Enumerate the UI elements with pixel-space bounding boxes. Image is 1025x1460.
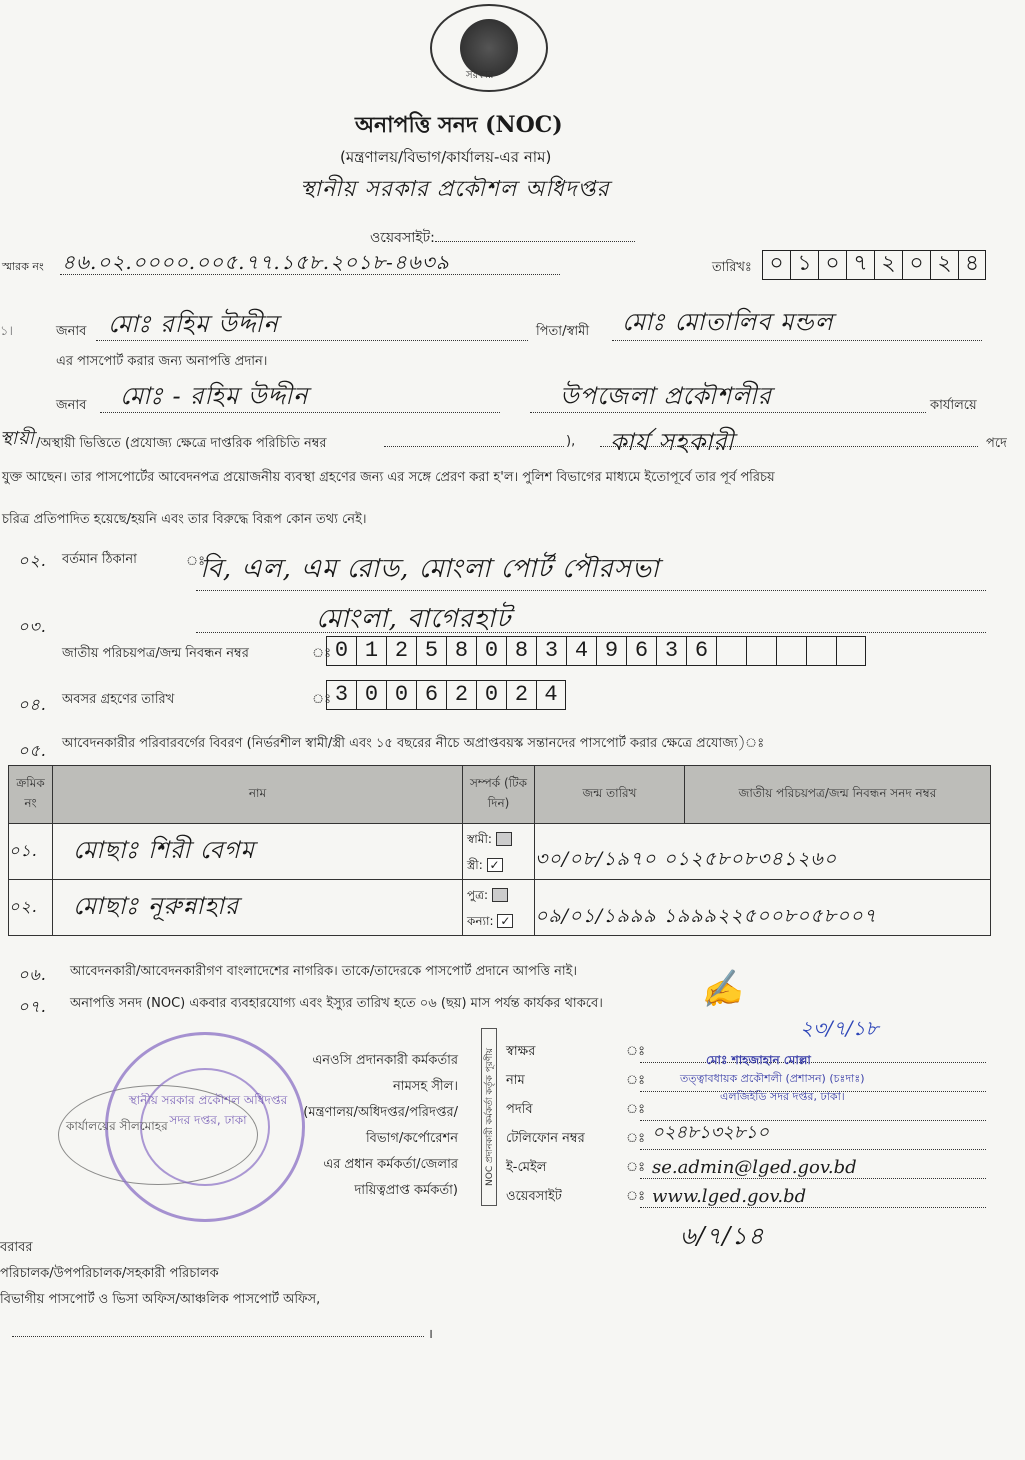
colon: ঃ — [312, 646, 332, 661]
seal-text: স্থানীয় সরকার প্রকৌশল অধিদপ্তর সদর দপ্তর, ঢাকা — [128, 1093, 288, 1127]
noc-officer-strip: NOC প্রদানকারী কর্মকর্তা কর্তৃক পূরণীয় — [481, 1028, 497, 1206]
signatory-field-label: ই-মেইল — [506, 1160, 547, 1175]
document-title: অনাপত্তি সনদ (NOC) — [355, 112, 563, 138]
nid-digit: 0 — [326, 636, 356, 666]
retirement-digit: 2 — [506, 680, 536, 710]
website-label: ওয়েবসাইট: — [370, 226, 635, 250]
office-handwritten: উপজেলা প্রকৌশলীর — [560, 382, 772, 410]
signatory-field-label: পদবি — [506, 1102, 533, 1117]
row-name: মোছাঃ নূরুন্নাহার — [53, 880, 463, 936]
signatory-field-value: ০২৪৮১৩২৮১০ — [640, 1118, 986, 1150]
officer-signature: ✍ — [697, 967, 745, 1013]
nid-digit: 6 — [626, 636, 656, 666]
name-underline — [96, 340, 528, 341]
date-digit: ৪ — [958, 250, 986, 280]
signatory-field-label: ওয়েবসাইট — [506, 1189, 562, 1204]
footer-line-2: বিভাগীয় পাসপোর্ট ও ভিসা অফিস/আঞ্চলিক পাসপোর্ট অফিস, — [0, 1292, 321, 1307]
retirement-digit: 2 — [446, 680, 476, 710]
father-name: মোঃ মোতালিব মন্ডল — [622, 308, 834, 336]
relation-2-checkbox[interactable]: ✓ — [497, 914, 513, 928]
bottom-signature-date: ৬/৭/১৪ — [680, 1222, 765, 1250]
colon: ঃ — [626, 1160, 646, 1175]
signatory-desc-line: বিভাগ/কর্পোরেশন — [365, 1131, 458, 1146]
colon: ঃ — [626, 1073, 646, 1088]
colon: ঃ — [626, 1131, 646, 1146]
nid-digit: 6 — [686, 636, 716, 666]
nid-boxes — [326, 636, 866, 666]
emblem-text: সরকার — [466, 70, 494, 81]
nid-digit: 9 — [596, 636, 626, 666]
row-name: মোছাঃ শিরী বেগম — [53, 824, 463, 880]
col-dob: জন্ম তারিখ — [535, 766, 685, 824]
address-number-2: ০৩. — [18, 617, 47, 636]
officer-title: তত্ত্বাবধায়ক প্রকৌশলী (প্রশাসন) (চঃদাঃ) — [680, 1072, 865, 1085]
nid-label: জাতীয় পরিচয়পত্র/জন্ম নিবন্ধন নম্বর — [62, 646, 249, 661]
retirement-digit: 6 — [416, 680, 446, 710]
row-relation — [463, 880, 535, 936]
colon: ঃ — [186, 554, 206, 569]
nid-digit: 3 — [656, 636, 686, 666]
designation-handwritten: কার্য সহকারী — [610, 428, 735, 456]
retirement-date-boxes — [326, 680, 566, 710]
date-digit: ০ — [902, 250, 930, 280]
officer-name: মোঃ শাহজাহান মোল্লা — [706, 1053, 811, 1067]
retirement-digit: 0 — [386, 680, 416, 710]
permanent-handwritten: স্থায়ী — [0, 428, 35, 449]
address-label: বর্তমান ঠিকানা — [62, 552, 137, 567]
signatory-field-label: টেলিফোন নম্বর — [506, 1131, 585, 1146]
date-label: তারিখঃ — [712, 260, 752, 275]
relation-2-label: কন্যা: — [467, 913, 494, 928]
attached-line: যুক্ত আছেন। তার পাসপোর্টের আবেদনপত্র প্রয়োজনীয় ব্যবস্থা গ্রহণের জন্য এর সঙ্গে প্রেরণ করা হ'ল। পুলিশ বিভাগের মাধ্যমে ইতোপূর্বে তার পূর্ব পরিচয় — [2, 470, 775, 485]
nid-digit: 1 — [356, 636, 386, 666]
relation-1-checkbox[interactable] — [492, 888, 508, 902]
signature-date: ২৩/৭/১৮ — [800, 1016, 879, 1040]
nid-digit: 8 — [506, 636, 536, 666]
relation-1-label: স্বামী: — [467, 831, 492, 846]
nid-digit: 5 — [416, 636, 446, 666]
passport-line: এর পাসপোর্ট করার জন্য অনাপত্তি প্রদান। — [56, 354, 268, 369]
permanent-line: /অস্থায়ী ভিত্তিতে (প্রযোজ্য ক্ষেত্রে দাপ্তরিক পরিচিতি নম্বর — [36, 436, 327, 451]
col-name: নাম — [53, 766, 463, 824]
nid-digit — [746, 636, 776, 666]
family-heading: আবেদনকারীর পরিবারবর্গের বিবরণ (নির্ভরশীল স্বামী/স্ত্রী এবং ১৫ বছরের নীচে অপ্রাপ্তবয়স্ক সন্তানদের পাসপোর্ট করার ক্ষেত্রে প্রযোজ্য)ঃ — [62, 736, 765, 751]
footer-line-3: । — [428, 1327, 433, 1342]
signatory-field-row — [506, 1121, 986, 1150]
date-digit: ২ — [930, 250, 958, 280]
date-digit: ১ — [790, 250, 818, 280]
office-name-handwritten: স্থানীয় সরকার প্রকৌশল অধিদপ্তর — [300, 177, 610, 202]
date-digit: ২ — [874, 250, 902, 280]
name2-underline — [100, 412, 500, 413]
row-serial: ০২. — [9, 880, 53, 936]
memo-label: স্মারক নং — [2, 260, 44, 273]
applicant-name: মোঃ রহিম উদ্দীন — [108, 310, 279, 338]
retirement-number: ০৪. — [18, 695, 47, 714]
family-table — [8, 765, 991, 936]
post-label: পদে — [986, 436, 1007, 451]
memo-underline — [60, 274, 560, 275]
footer-underline — [12, 1336, 424, 1337]
col-serial: ক্রমিক নং — [9, 766, 53, 824]
date-digit: ০ — [762, 250, 790, 280]
signatory-desc-line: এনওসি প্রদানকারী কর্মকর্তার — [312, 1053, 458, 1068]
issue-date-boxes — [762, 250, 986, 280]
janab-label: জনাব — [56, 324, 87, 339]
retirement-label: অবসর গ্রহণের তারিখ — [62, 692, 175, 707]
note-7-number: ০৭. — [18, 997, 47, 1016]
document-subtitle: (মন্ত্রণালয়/বিভাগ/কার্যালয়-এর নাম) — [340, 148, 552, 166]
family-table-header — [9, 766, 991, 824]
colon: ঃ — [626, 1102, 646, 1117]
col-nid: জাতীয় পরিচয়পত্র/জন্ম নিবন্ধন সনদ নম্বর — [685, 766, 991, 824]
signatory-desc-line: দায়িত্বপ্রাপ্ত কর্মকর্তা) — [354, 1183, 458, 1198]
paren-close: ), — [566, 434, 576, 449]
row-nid: ০১২৫৮০৮৩৪১২৬০ — [663, 847, 838, 870]
note-6-number: ০৬. — [18, 965, 47, 984]
office-underline — [530, 412, 926, 413]
officer-office: এলজিইডি সদর দপ্তর, ঢাকা। — [720, 1090, 845, 1103]
address-line-2: মোংলা, বাগেরহাট — [316, 604, 512, 634]
nid-digit: 4 — [566, 636, 596, 666]
row-nid: ১৯৯৯২২৫০০৮০৫৮০০৭ — [663, 904, 877, 927]
nid-digit — [836, 636, 866, 666]
signatory-field-row — [506, 1179, 986, 1208]
signatory-field-label: স্বাক্ষর — [506, 1044, 536, 1059]
verification-line: চরিত্র প্রতিপাদিত হয়েছে/হয়নি এবং তার বিরুদ্ধে বিরূপ কোন তথ্য নেই। — [2, 512, 367, 527]
row-relation — [463, 824, 535, 880]
address-underline-2 — [196, 632, 986, 633]
family-number: ০৫. — [18, 741, 47, 760]
note-7-text: অনাপত্তি সনদ (NOC) একবার ব্যবহারযোগ্য এবং ইস্যুর তারিখ হতে ০৬ (ছয়) মাস পর্যন্ত কার্যকর থাকবে। — [70, 996, 603, 1011]
signatory-field-label: নাম — [506, 1073, 525, 1088]
note-6-text: আবেদনকারী/আবেদনকারীগণ বাংলাদেশের নাগরিক। তাকে/তাদেরকে পাসপোর্ট প্রদানে আপত্তি নাই। — [70, 964, 578, 979]
address-underline-1 — [196, 590, 986, 591]
relation-2-checkbox[interactable]: ✓ — [487, 858, 503, 872]
signatory-description — [270, 1048, 458, 1204]
table-row — [9, 880, 991, 936]
nid-digit: 0 — [476, 636, 506, 666]
father-underline — [612, 340, 982, 341]
address-number: ০২. — [18, 551, 47, 570]
colon: ঃ — [312, 692, 332, 707]
signatory-desc-line: (মন্ত্রণালয়/অধিদপ্তর/পরিদপ্তর/ — [303, 1105, 458, 1120]
footer-to: বরাবর — [0, 1240, 33, 1255]
footer-line-1: পরিচালক/উপপরিচালক/সহকারী পরিচালক — [0, 1266, 219, 1281]
designation-underline — [600, 446, 978, 447]
relation-1-checkbox[interactable] — [496, 832, 512, 846]
row-dob-nid — [535, 824, 991, 880]
address-line-1: বি, এল, এম রোড, মোংলা পোর্ট পৌরসভা — [200, 554, 660, 584]
nid-digit — [716, 636, 746, 666]
relation-2-label: স্ত্রী: — [467, 857, 483, 872]
table-row — [9, 824, 991, 880]
retirement-digit: 0 — [356, 680, 386, 710]
retirement-digit: 3 — [326, 680, 356, 710]
row-index-faint: ১। — [0, 324, 14, 339]
nid-digit — [776, 636, 806, 666]
colon: ঃ — [626, 1044, 646, 1059]
official-id-underline — [384, 446, 564, 447]
signatory-field-row — [506, 1150, 986, 1179]
nid-digit: 2 — [386, 636, 416, 666]
memo-number: ৪৬.০২.০০০০.০০৫.৭৭.১৫৮.২০১৮-৪৬৩৯ — [62, 250, 450, 274]
date-digit: ০ — [818, 250, 846, 280]
retirement-digit: 4 — [536, 680, 566, 710]
col-relation: সম্পর্ক (টিক দিন) — [463, 766, 535, 824]
row-dob: ০৯/০১/১৯৯৯ — [535, 904, 657, 927]
row-serial: ০১. — [9, 824, 53, 880]
applicant-name-2: মোঃ - রহিম উদ্দীন — [120, 382, 309, 410]
signatory-desc-line: নামসহ সীল। — [393, 1079, 458, 1094]
nid-digit: 3 — [536, 636, 566, 666]
janab2-label: জনাব — [56, 398, 87, 413]
retirement-digit: 0 — [476, 680, 506, 710]
signatory-desc-line: এর প্রধান কর্মকর্তা/জেলার — [323, 1157, 458, 1172]
row-dob-nid — [535, 880, 991, 936]
signatory-field-value: www.lged.gov.bd — [640, 1186, 986, 1208]
seal-label: কার্যালয়ের সীলমোহর — [66, 1119, 168, 1133]
colon: ঃ — [626, 1189, 646, 1204]
office-label: কার্যালয়ে — [930, 398, 977, 413]
relation-1-label: পুত্র: — [467, 887, 489, 902]
father-label: পিতা/স্বামী — [536, 324, 590, 339]
date-digit: ৭ — [846, 250, 874, 280]
signatory-field-value — [640, 1062, 986, 1063]
row-dob: ৩০/০৮/১৯৭০ — [535, 847, 657, 870]
signatory-field-value: se.admin@lged.gov.bd — [640, 1157, 986, 1179]
nid-digit — [806, 636, 836, 666]
nid-digit: 8 — [446, 636, 476, 666]
